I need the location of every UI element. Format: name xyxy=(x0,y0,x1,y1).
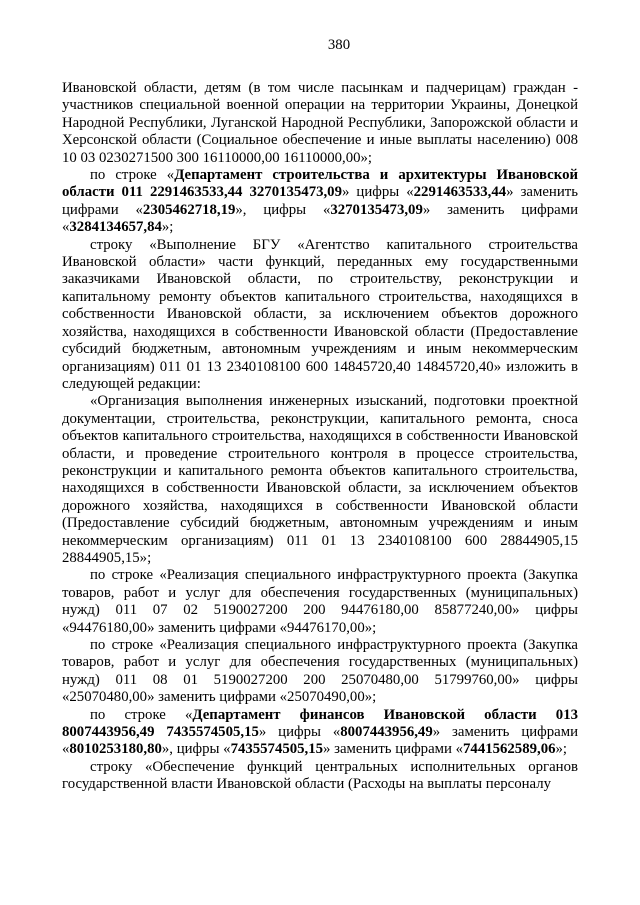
bold-text-segment: 2291463533,44 xyxy=(413,184,507,201)
bold-text-segment: 7435574505,15 xyxy=(230,741,324,758)
bold-text-segment: 3270135473,09 xyxy=(330,201,423,218)
text-segment: по строке « xyxy=(90,167,175,184)
text-segment: » цифры « xyxy=(258,724,341,741)
bold-text-segment: 8007443956,49 xyxy=(340,724,433,741)
text-segment: » заменить цифрами « xyxy=(62,724,579,758)
text-segment: » заменить цифрами « xyxy=(62,201,578,236)
text-segment: по строке «Реализация специального инфраструктурного проекта (Закупка товаров, работ и услуг для обеспечения государственных (муниципальных) нужд) 011 07 02 5190027200 200 94476180,00 85877240,00» цифры «94476180,00» заменить цифрами «94476170,00»; xyxy=(62,567,578,636)
bold-text-segment: Департамент строительства и архитектуры Ивановской области 011 2291463533,44 3270135473,09 xyxy=(62,167,578,201)
bold-text-segment: 7441562589,06 xyxy=(463,741,556,758)
text-segment: » заменить цифрами « xyxy=(323,741,464,758)
text-segment: »; xyxy=(161,219,174,236)
paragraph xyxy=(62,80,578,167)
document-body xyxy=(62,80,578,794)
paragraph xyxy=(62,167,578,237)
paragraph xyxy=(62,637,578,707)
bold-text-segment: 2305462718,19 xyxy=(142,201,236,218)
text-segment: строку «Обеспечение функций центральных исполнительных органов государственной власти Ивановской области (Расходы на выплаты персоналу xyxy=(62,758,578,793)
text-segment: по строке « xyxy=(90,706,193,723)
text-segment: «Организация выполнения инженерных изысканий, подготовки проектной документации, строительства, реконструкции, капитального ремонта, сноса объектов капитального строительства, находящихся в собственности Ивановской области, и проведение строительного контроля в процессе строительства, реконструкции и капитального ремонта объектов капитального строительства, находящихся в собственности Ивановской области, за исключением объектов дорожного хозяйства, находящихся в собственности Ивановской области (Предоставление субсидий бюджетным, автономным учреждениям и иным некоммерческим организациям) 011 01 13 2340108100 600 28844905,15 28844905,15»; xyxy=(62,393,578,566)
page-number: 380 xyxy=(327,37,351,53)
bold-text-segment: Департамент финансов Ивановской области 013 8007443956,49 7435574505,15 xyxy=(62,706,578,741)
text-segment: »; xyxy=(555,741,568,758)
bold-text-segment: 3284134657,84 xyxy=(69,219,162,236)
text-segment: » цифры « xyxy=(341,184,414,201)
text-segment: Ивановской области, детям (в том числе пасынкам и падчерицам) граждан - участников специальной военной операции на территории Украины, Донецкой Народной Республики, Луганской Народной Республики, Запорожской области и Херсонской области (Социальное обеспечение и иные выплаты населению) 008 10 03 0230271500 300 16110000,00 16110000,00»; xyxy=(62,80,578,166)
paragraph xyxy=(62,393,578,567)
text-segment: », цифры « xyxy=(161,741,231,758)
text-segment: » заменить цифрами « xyxy=(62,184,578,218)
text-segment: по строке «Реализация специального инфраструктурного проекта (Закупка товаров, работ и услуг для обеспечения государственных (муниципальных) нужд) 011 08 01 5190027200 200 25070480,00 51799760,00» цифры «25070480,00» заменить цифрами «25070490,00»; xyxy=(62,637,578,706)
paragraph xyxy=(62,567,578,637)
paragraph xyxy=(62,759,578,794)
text-segment: », цифры « xyxy=(235,201,331,218)
bold-text-segment: 8010253180,80 xyxy=(69,741,162,758)
paragraph xyxy=(62,707,578,759)
paragraph xyxy=(62,237,578,394)
text-segment: строку «Выполнение БГУ «Агентство капитального строительства Ивановской области» части функций, переданных ему государственными заказчиками Ивановской области, по строительству, реконструкции и капитальному ремонту объектов капитального строительства, находящихся в собственности Ивановской области, за исключением объектов дорожного хозяйства, находящихся в собственности Ивановской области (Предоставление субсидий бюджетным, автономным учреждениям и иным некоммерческим организациям) 011 01 13 2340108100 600 14845720,40 14845720,40» изложить в следующей редакции: xyxy=(62,236,578,392)
